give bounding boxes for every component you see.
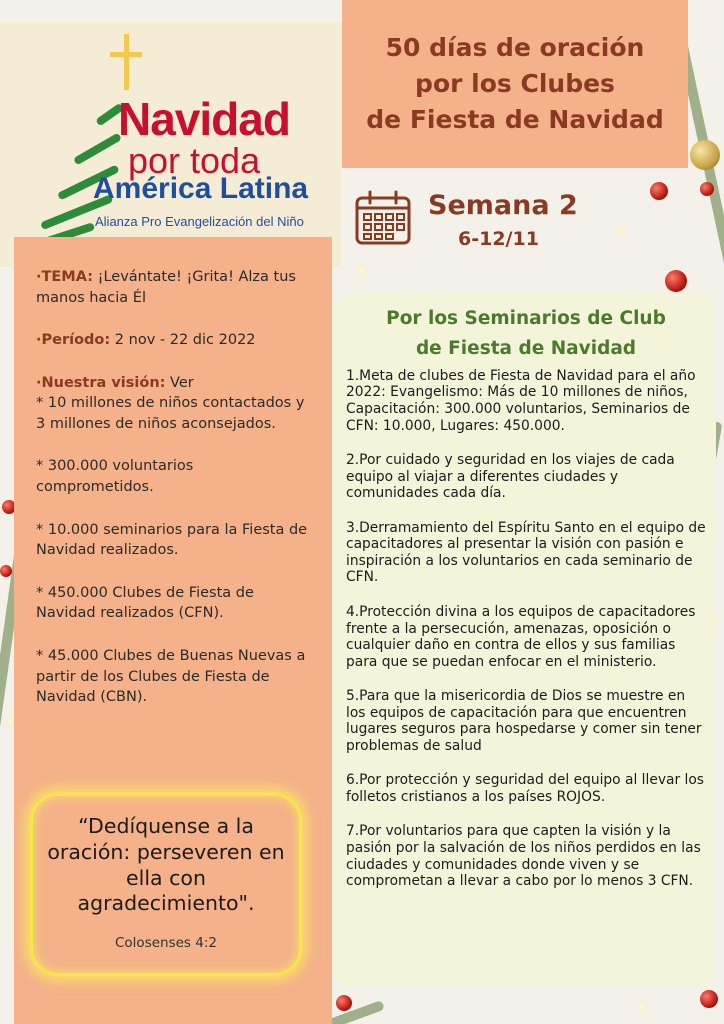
week-dates: 6-12/11	[458, 228, 539, 250]
title-line-1: 50 días de oración	[385, 32, 645, 62]
logo	[0, 22, 342, 267]
vision-text: Ver	[165, 374, 194, 391]
logo-line-3: América Latina	[93, 172, 309, 205]
list-item: 5.Para que la misericordia de Dios se muestre en los equipos de capacitación para que encuentren lugares seguros para hospedarse y comer sin tener problemas de salud	[346, 688, 702, 754]
cross-icon	[124, 34, 129, 90]
goal-item: * 10.000 seminarios para la Fiesta de Navidad realizados.	[36, 521, 308, 559]
logo-line-4: Alianza Pro Evangelización del Niño	[95, 214, 304, 229]
logo-line-1: Navidad	[118, 93, 290, 145]
calendar-icon	[354, 190, 412, 246]
periodo-label: ·Período:	[36, 332, 111, 349]
vision-label: ·Nuestra visión:	[36, 374, 166, 391]
red-ornament-icon	[336, 995, 352, 1011]
prayer-list-panel	[334, 294, 716, 988]
red-ornament-icon	[700, 990, 718, 1008]
quote-text: “Dedíquense a la oración: perseveren en ella con agradecimiento".	[47, 814, 285, 916]
tema-section	[36, 267, 312, 308]
periodo-section	[36, 330, 312, 351]
goal-item: * 450.000 Clubes de Fiesta de Navidad realizados (CFN).	[36, 584, 254, 622]
red-ornament-icon	[0, 565, 12, 577]
title-line-2: por los Clubes	[415, 68, 615, 98]
page-title	[342, 0, 688, 168]
list-item: 2.Por cuidado y seguridad en los viajes de cada equipo al viajar a diferentes ciudades y comunidades cada día.	[346, 452, 675, 502]
red-ornament-icon	[650, 182, 668, 200]
list-item: 7.Por voluntarios para que capten la visión y la pasión por la salvación de los niños perdidos en las ciudades y comunidades donde viven y se comprometan a llevar a cabo por lo menos 3 CFN.	[346, 823, 701, 890]
list-item: 6.Por protección y seguridad del equipo al llevar los folletos cristianos a los países ROJOS.	[346, 772, 704, 805]
list-item: 4.Protección divina a los equipos de capacitadores frente a la persecución, amenazas, oposición o cualquier daño en contra de ellos y sus familias para que se puedan enfocar en el ministerio.	[346, 603, 696, 670]
gold-ornament-icon	[690, 140, 720, 170]
bible-quote	[30, 793, 302, 976]
vision-section	[36, 373, 312, 394]
quote-reference: Colosenses 4:2	[115, 935, 217, 952]
prayer-list-title: Por los Seminarios de Club de Fiesta de Navidad	[386, 308, 666, 359]
periodo-text: 2 nov - 22 dic 2022	[110, 332, 256, 349]
red-ornament-icon	[700, 182, 714, 196]
week-title: Semana 2	[428, 190, 578, 221]
red-ornament-icon	[665, 270, 687, 292]
tema-text: ¡Levántate! ¡Grita! Alza tus manos hacia Él	[36, 269, 296, 306]
week-header	[354, 186, 614, 256]
list-item: 1.Meta de clubes de Fiesta de Navidad para el año 2022: Evangelismo: Más de 10 millones de niños, Capacitación: 300.000 voluntarios, Seminarios de CFN: 10.000, Lugares: 450.000.	[346, 367, 696, 434]
tema-label: ·TEMA:	[36, 269, 94, 285]
prayer-list	[346, 368, 706, 890]
logo-line-2: por toda	[128, 140, 261, 181]
goal-item: * 10 millones de niños contactados y 3 millones de niños aconsejados.	[36, 395, 305, 432]
title-line-3: de Fiesta de Navidad	[366, 105, 664, 135]
goal-item: * 45.000 Clubes de Buenas Nuevas a partir de los Clubes de Fiesta de Navidad (CBN).	[36, 647, 306, 706]
list-item: 3.Derramamiento del Espíritu Santo en el equipo de capacitadores al presentar la visión con pasión e inspiración a los voluntarios en cada seminario de CFN.	[346, 519, 706, 586]
goal-item: * 300.000 voluntarios comprometidos.	[36, 458, 194, 496]
